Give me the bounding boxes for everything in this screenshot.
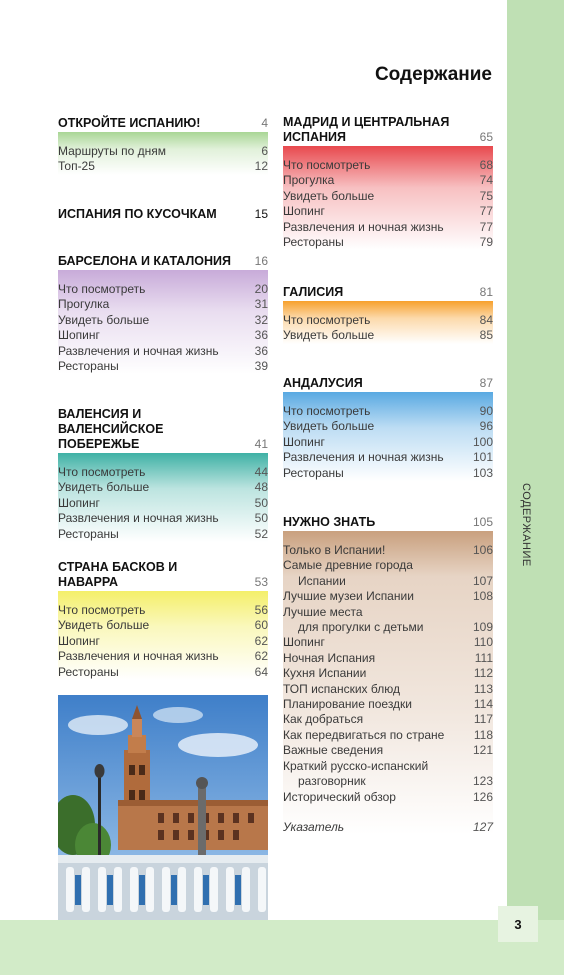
section-heading[interactable] (283, 515, 493, 530)
toc-entry-title: Что посмотреть (58, 603, 146, 617)
toc-entry-page: 90 (479, 404, 493, 418)
toc-entry-title: Ночная Испания (283, 650, 376, 665)
toc-entry[interactable] (283, 543, 493, 558)
toc-entry[interactable] (283, 666, 493, 681)
section-basque (58, 560, 268, 680)
toc-entry-title: Развлечения и ночная жизнь (283, 219, 444, 234)
toc-entry-page: 117 (473, 712, 493, 727)
section-page: 87 (479, 376, 493, 390)
section-heading[interactable] (283, 285, 493, 300)
toc-entry[interactable] (283, 820, 493, 835)
toc-entry[interactable] (283, 651, 493, 666)
toc-entry-page: 62 (254, 633, 268, 648)
toc-entry-title: Развлечения и ночная жизнь (283, 450, 444, 465)
toc-entry-title: Шопинг (283, 635, 325, 650)
toc-entry[interactable] (283, 759, 493, 774)
toc-entry-page: 123 (472, 774, 493, 789)
toc-entry[interactable] (58, 511, 268, 526)
toc-entry-title: Рестораны (58, 664, 119, 679)
page-title: Содержание (374, 64, 492, 85)
toc-entry[interactable] (283, 743, 493, 758)
toc-entry-title: Шопинг (58, 328, 100, 343)
toc-entry-title: Увидеть больше (58, 618, 150, 633)
toc-entry-page: 44 (254, 465, 268, 479)
toc-entry[interactable] (283, 774, 493, 789)
toc-entry-page: 74 (479, 173, 493, 188)
section-title: ВАЛЕНСИЯ И ВАЛЕНСИЙСКОЕ ПОБЕРЕЖЬЕ (58, 407, 164, 451)
toc-entry[interactable] (58, 496, 268, 511)
toc-entry[interactable] (58, 328, 268, 343)
toc-entry-title: Увидеть больше (58, 480, 150, 495)
toc-entry[interactable] (58, 618, 268, 633)
section-heading[interactable] (58, 254, 268, 269)
toc-entry-page: 79 (479, 235, 493, 250)
toc-entry-page: 101 (472, 450, 493, 465)
section-page: 53 (254, 575, 268, 589)
section-andalusia (283, 376, 493, 481)
toc-entry-page: 127 (472, 819, 493, 834)
toc-entry-page: 111 (474, 650, 493, 665)
toc-entry[interactable] (283, 620, 493, 635)
section-galicia (283, 285, 493, 344)
section-title: БАРСЕЛОНА И КАТАЛОНИЯ (58, 254, 231, 268)
toc-entry-page: 112 (473, 666, 493, 681)
toc-entry-page: 85 (479, 328, 493, 343)
section-title: АНДАЛУСИЯ (283, 376, 363, 390)
toc-entry[interactable] (283, 328, 493, 343)
toc-entry[interactable] (283, 419, 493, 434)
toc-entry-title: Рестораны (283, 465, 344, 480)
section-title: НУЖНО ЗНАТЬ (283, 515, 376, 529)
toc-entry-page: 109 (472, 620, 493, 635)
toc-entry-title: Что посмотреть (283, 158, 371, 172)
section-heading[interactable] (58, 207, 268, 222)
bottom-band (0, 920, 564, 975)
section-spain-pieces (58, 207, 268, 222)
toc-entry[interactable] (283, 189, 493, 204)
toc-entry-title: Что посмотреть (283, 313, 371, 327)
toc-entry[interactable] (283, 235, 493, 250)
toc-entry-page: 62 (254, 649, 268, 664)
section-items (58, 603, 268, 680)
section-page: 81 (479, 285, 493, 299)
toc-entry[interactable] (58, 465, 268, 480)
section-items (58, 144, 268, 175)
toc-entry[interactable] (283, 712, 493, 727)
toc-entry-title: Маршруты по дням (58, 144, 166, 158)
section-valencia (58, 407, 268, 542)
section-barcelona (58, 254, 268, 374)
toc-entry-title: Развлечения и ночная жизнь (58, 343, 219, 358)
section-page: 4 (261, 116, 268, 130)
toc-entry-title: Увидеть больше (283, 419, 375, 434)
section-items (58, 465, 268, 542)
toc-entry[interactable] (283, 404, 493, 419)
toc-entry-title: Краткий русско-испанский (283, 758, 429, 773)
toc-entry-page: 6 (261, 144, 268, 158)
toc-entry[interactable] (283, 158, 493, 173)
seville-photo-illustration (58, 695, 268, 920)
toc-entry-page: 96 (479, 419, 493, 434)
toc-entry-title: Прогулка (58, 297, 110, 312)
toc-entry-title: для прогулки с детьми (298, 620, 424, 635)
section-heading[interactable] (283, 115, 493, 145)
toc-entry-page: 77 (479, 204, 493, 219)
toc-entry-page: 75 (479, 188, 493, 203)
toc-entry[interactable] (58, 603, 268, 618)
toc-entry-page: 107 (472, 573, 493, 588)
toc-entry-title: Увидеть больше (283, 328, 375, 343)
section-title: ОТКРОЙТЕ ИСПАНИЮ! (58, 116, 201, 130)
toc-entry[interactable] (283, 605, 493, 620)
toc-entry-title: Что посмотреть (283, 404, 371, 418)
section-gradient (58, 453, 268, 542)
toc-entry-title: Как передвигаться по стране (283, 727, 445, 742)
toc-entry[interactable] (58, 297, 268, 312)
toc-entry-page: 68 (479, 158, 493, 172)
page-number: 3 (498, 906, 538, 942)
section-items (283, 313, 493, 344)
toc-entry[interactable] (283, 682, 493, 697)
toc-entry-title: Рестораны (58, 359, 119, 374)
section-items (58, 282, 268, 374)
section-title: ИСПАНИЯ ПО КУСОЧКАМ (58, 207, 217, 221)
toc-entry-page: 31 (254, 297, 268, 312)
toc-entry-title: Исторический обзор (283, 789, 396, 804)
toc-entry-page: 50 (254, 511, 268, 526)
toc-entry-title: Что посмотреть (58, 282, 146, 296)
toc-entry[interactable] (283, 450, 493, 465)
toc-entry-title: Самые древние города (283, 558, 413, 573)
toc-entry-page: 77 (479, 219, 493, 234)
toc-entry-page: 39 (254, 359, 268, 374)
side-label: СОДЕРЖАНИЕ (520, 483, 532, 567)
toc-entry-title: Как добраться (283, 712, 364, 727)
section-gradient (283, 392, 493, 481)
toc-entry-title: Развлечения и ночная жизнь (58, 649, 219, 664)
toc-entry-title: Шопинг (283, 434, 325, 449)
toc-entry-page: 114 (473, 697, 493, 712)
section-heading[interactable] (58, 407, 268, 452)
toc-entry-page: 36 (254, 343, 268, 358)
toc-entry[interactable] (58, 665, 268, 680)
toc-entry-title: Увидеть больше (283, 188, 375, 203)
toc-entry-title: Топ-25 (58, 159, 95, 174)
toc-entry[interactable] (58, 144, 268, 159)
toc-entry-page: 32 (254, 312, 268, 327)
toc-entry[interactable] (283, 635, 493, 650)
toc-entry[interactable] (283, 220, 493, 235)
toc-entry-page: 113 (473, 681, 493, 696)
toc-entry-title: Лучшие музеи Испании (283, 589, 414, 604)
toc-entry-page: 52 (254, 526, 268, 541)
section-open-spain (58, 116, 268, 175)
section-page: 15 (254, 207, 268, 221)
section-items (283, 158, 493, 250)
toc-entry[interactable] (283, 728, 493, 743)
toc-entry[interactable] (58, 313, 268, 328)
section-heading[interactable] (58, 560, 268, 590)
toc-entry[interactable] (58, 359, 268, 374)
toc-entry-title: ТОП испанских блюд (283, 681, 400, 696)
section-page: 41 (254, 437, 268, 451)
section-gradient (283, 146, 493, 250)
toc-entry-page: 118 (473, 727, 493, 742)
toc-entry-title: Важные сведения (283, 743, 384, 758)
seville-photo (58, 695, 268, 920)
toc-entry[interactable] (58, 159, 268, 174)
toc-entry[interactable] (283, 435, 493, 450)
toc-entry[interactable] (283, 173, 493, 188)
toc-entry-page: 121 (472, 743, 493, 758)
toc-entry-page: 126 (472, 789, 493, 804)
section-gradient (58, 591, 268, 680)
section-page: 105 (472, 515, 493, 529)
section-heading[interactable] (58, 116, 268, 131)
section-need-to-know (283, 515, 493, 835)
toc-entry[interactable] (283, 805, 493, 820)
toc-entry[interactable] (283, 574, 493, 589)
toc-entry-title: Прогулка (283, 173, 335, 188)
toc-entry-page: 20 (254, 282, 268, 296)
toc-entry-title: Что посмотреть (58, 465, 146, 479)
toc-entry-page: 60 (254, 618, 268, 633)
toc-entry-title: Лучшие места (283, 604, 363, 619)
toc-entry-page: 103 (472, 465, 493, 480)
section-gradient (283, 531, 493, 835)
toc-entry-page: 108 (472, 589, 493, 604)
toc-entry-title: Шопинг (58, 633, 100, 648)
toc-entry[interactable] (58, 634, 268, 649)
section-page: 16 (254, 254, 268, 268)
toc-entry[interactable] (58, 649, 268, 664)
section-items (283, 404, 493, 481)
toc-entry-title: Планирование поездки (283, 697, 413, 712)
section-gradient (58, 132, 268, 175)
toc-entry-page: 36 (254, 328, 268, 343)
toc-entry[interactable] (58, 344, 268, 359)
section-title: ГАЛИСИЯ (283, 285, 344, 299)
toc-entry[interactable] (283, 589, 493, 604)
toc-entry-page: 84 (479, 313, 493, 327)
toc-entry[interactable] (283, 313, 493, 328)
toc-entry[interactable] (58, 480, 268, 495)
section-heading[interactable] (283, 376, 493, 391)
toc-entry-title: разговорник (298, 774, 366, 789)
toc-entry-title: Рестораны (58, 526, 119, 541)
toc-entry[interactable] (283, 697, 493, 712)
toc-entry-page: 56 (254, 603, 268, 617)
toc-entry-title: Указатель (283, 819, 345, 834)
toc-entry[interactable] (58, 282, 268, 297)
toc-entry-page: 100 (472, 434, 493, 449)
toc-entry[interactable] (283, 558, 493, 573)
toc-entry-title: Увидеть больше (58, 312, 150, 327)
toc-entry[interactable] (58, 527, 268, 542)
toc-entry-page: 50 (254, 495, 268, 510)
toc-entry-title: Шопинг (58, 495, 100, 510)
toc-entry-page: 106 (472, 543, 493, 557)
toc-entry[interactable] (283, 790, 493, 805)
toc-entry-page: 110 (473, 635, 493, 650)
toc-entry-title: Кухня Испании (283, 666, 367, 681)
toc-entry-page: 64 (254, 664, 268, 679)
toc-entry-title: Развлечения и ночная жизнь (58, 511, 219, 526)
section-title: СТРАНА БАСКОВ И НАВАРРА (58, 560, 178, 589)
toc-entry-page: 48 (254, 480, 268, 495)
toc-entry[interactable] (283, 204, 493, 219)
section-madrid (283, 115, 493, 250)
section-page: 65 (479, 130, 493, 144)
toc-entry-title: Испании (298, 573, 346, 588)
section-gradient (58, 270, 268, 374)
toc-entry-page: 12 (254, 159, 268, 174)
section-title: МАДРИД И ЦЕНТРАЛЬНАЯ ИСПАНИЯ (283, 115, 450, 144)
toc-entry[interactable] (283, 466, 493, 481)
toc-entry-title: Рестораны (283, 235, 344, 250)
section-items (283, 543, 493, 835)
toc-entry-title: Только в Испании! (283, 543, 386, 557)
toc-entry-title: Шопинг (283, 204, 325, 219)
section-gradient (283, 301, 493, 344)
